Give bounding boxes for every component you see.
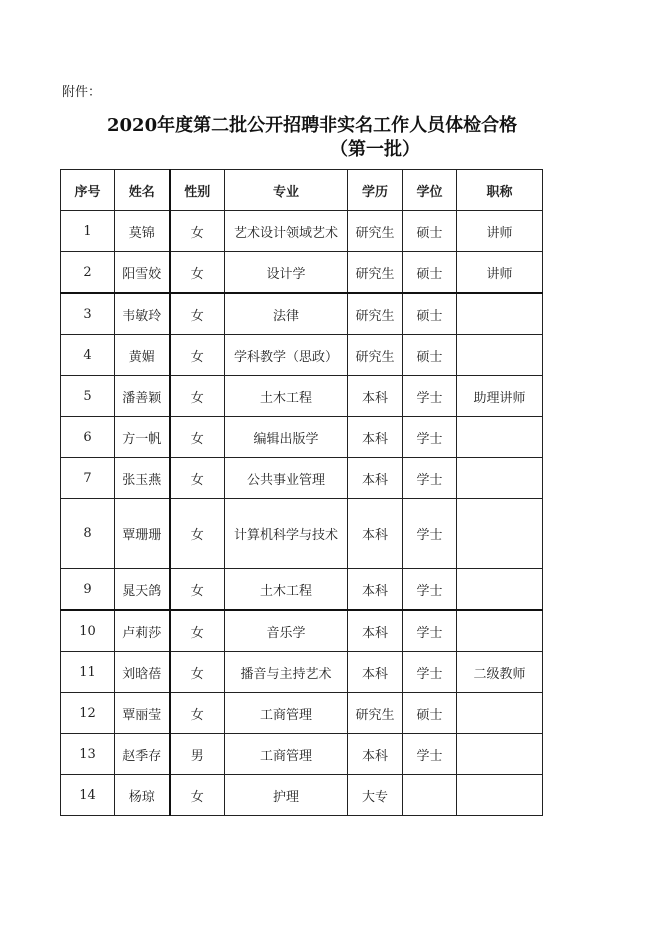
- cell-col-name: 张玉燕: [115, 458, 170, 499]
- cell-col-degree: 硕士: [403, 252, 457, 294]
- table-row: [61, 293, 543, 335]
- table-row: [61, 417, 543, 458]
- cell-col-name: 晁天鸽: [115, 569, 170, 611]
- cell-col-degree: 硕士: [403, 335, 457, 376]
- cell-col-education: 本科: [348, 734, 403, 775]
- cell-col-gender: 女: [170, 775, 225, 816]
- cell-col-major: 计算机科学与技术: [225, 499, 348, 569]
- cell-col-index: 7: [61, 458, 115, 499]
- cell-col-degree: 学士: [403, 376, 457, 417]
- cell-col-gender: 女: [170, 569, 225, 611]
- cell-col-degree: 学士: [403, 569, 457, 611]
- cell-col-index: 13: [61, 734, 115, 775]
- table-row: [61, 569, 543, 611]
- cell-col-gender: 女: [170, 458, 225, 499]
- cell-col-title: [457, 293, 543, 335]
- cell-col-degree: 学士: [403, 610, 457, 652]
- cell-col-title: 讲师: [457, 211, 543, 252]
- cell-col-index: 3: [61, 293, 115, 335]
- cell-col-index: 1: [61, 211, 115, 252]
- cell-col-title: 讲师: [457, 252, 543, 294]
- document-subtitle: （第一批）: [330, 139, 420, 160]
- cell-col-degree: 学士: [403, 499, 457, 569]
- table-row: [61, 252, 543, 294]
- cell-col-education: 研究生: [348, 293, 403, 335]
- cell-col-major: 学科教学（思政）: [225, 335, 348, 376]
- cell-col-title: 助理讲师: [457, 376, 543, 417]
- cell-col-name: 覃珊珊: [115, 499, 170, 569]
- cell-col-title: [457, 693, 543, 734]
- table-row: [61, 610, 543, 652]
- document-title: 2020年度第二批公开招聘非实名工作人员体检合格: [107, 115, 518, 136]
- cell-col-index: 10: [61, 610, 115, 652]
- cell-col-major: 法律: [225, 293, 348, 335]
- cell-col-major: 公共事业管理: [225, 458, 348, 499]
- cell-col-major: 艺术设计领域艺术: [225, 211, 348, 252]
- cell-col-major: 播音与主持艺术: [225, 652, 348, 693]
- cell-col-education: 大专: [348, 775, 403, 816]
- cell-col-education: 研究生: [348, 693, 403, 734]
- attachment-label: 附件：: [62, 85, 102, 100]
- cell-col-gender: 男: [170, 734, 225, 775]
- table-row: [61, 734, 543, 775]
- cell-col-education: 本科: [348, 610, 403, 652]
- results-table: [60, 169, 543, 816]
- cell-col-education: 本科: [348, 499, 403, 569]
- cell-col-degree: 硕士: [403, 293, 457, 335]
- cell-col-gender: 女: [170, 610, 225, 652]
- cell-col-major: 工商管理: [225, 693, 348, 734]
- cell-col-index: 5: [61, 376, 115, 417]
- cell-col-name: 阳雪姣: [115, 252, 170, 294]
- cell-col-name: 刘晗蓓: [115, 652, 170, 693]
- table-row: [61, 775, 543, 816]
- cell-col-degree: 学士: [403, 417, 457, 458]
- cell-col-title: [457, 775, 543, 816]
- header-col-title: 职称: [457, 170, 543, 211]
- cell-col-index: 2: [61, 252, 115, 294]
- cell-col-education: 研究生: [348, 211, 403, 252]
- cell-col-name: 潘善颖: [115, 376, 170, 417]
- cell-col-title: [457, 499, 543, 569]
- cell-col-index: 9: [61, 569, 115, 611]
- cell-col-major: 土木工程: [225, 376, 348, 417]
- cell-col-major: 音乐学: [225, 610, 348, 652]
- cell-col-degree: 学士: [403, 458, 457, 499]
- cell-col-gender: 女: [170, 252, 225, 294]
- header-col-index: 序号: [61, 170, 115, 211]
- cell-col-name: 覃丽莹: [115, 693, 170, 734]
- cell-col-index: 6: [61, 417, 115, 458]
- cell-col-index: 4: [61, 335, 115, 376]
- cell-col-degree: 学士: [403, 734, 457, 775]
- cell-col-education: 本科: [348, 376, 403, 417]
- cell-col-degree: 硕士: [403, 693, 457, 734]
- cell-col-title: 二级教师: [457, 652, 543, 693]
- cell-col-major: 编辑出版学: [225, 417, 348, 458]
- cell-col-index: 8: [61, 499, 115, 569]
- cell-col-name: 杨琼: [115, 775, 170, 816]
- cell-col-index: 11: [61, 652, 115, 693]
- cell-col-gender: 女: [170, 652, 225, 693]
- table-header-row: [61, 170, 543, 211]
- cell-col-gender: 女: [170, 293, 225, 335]
- cell-col-name: 赵季存: [115, 734, 170, 775]
- cell-col-degree: 硕士: [403, 211, 457, 252]
- cell-col-education: 研究生: [348, 252, 403, 294]
- table-row: [61, 693, 543, 734]
- cell-col-major: 护理: [225, 775, 348, 816]
- cell-col-index: 12: [61, 693, 115, 734]
- cell-col-education: 本科: [348, 417, 403, 458]
- cell-col-title: [457, 569, 543, 611]
- cell-col-name: 卢莉莎: [115, 610, 170, 652]
- cell-col-index: 14: [61, 775, 115, 816]
- header-col-degree: 学位: [403, 170, 457, 211]
- cell-col-gender: 女: [170, 376, 225, 417]
- cell-col-name: 韦敏玲: [115, 293, 170, 335]
- header-col-education: 学历: [348, 170, 403, 211]
- cell-col-name: 方一帆: [115, 417, 170, 458]
- table-row: [61, 458, 543, 499]
- table-row: [61, 499, 543, 569]
- header-col-major: 专业: [225, 170, 348, 211]
- cell-col-degree: 学士: [403, 652, 457, 693]
- cell-col-education: 研究生: [348, 335, 403, 376]
- table-row: [61, 652, 543, 693]
- header-col-name: 姓名: [115, 170, 170, 211]
- cell-col-title: [457, 335, 543, 376]
- cell-col-gender: 女: [170, 335, 225, 376]
- cell-col-gender: 女: [170, 693, 225, 734]
- cell-col-gender: 女: [170, 499, 225, 569]
- cell-col-title: [457, 734, 543, 775]
- cell-col-education: 本科: [348, 458, 403, 499]
- cell-col-major: 土木工程: [225, 569, 348, 611]
- header-col-gender: 性别: [170, 170, 225, 211]
- cell-col-gender: 女: [170, 417, 225, 458]
- cell-col-major: 工商管理: [225, 734, 348, 775]
- cell-col-name: 莫锦: [115, 211, 170, 252]
- cell-col-title: [457, 610, 543, 652]
- table-row: [61, 335, 543, 376]
- cell-col-education: 本科: [348, 652, 403, 693]
- table-row: [61, 376, 543, 417]
- cell-col-title: [457, 458, 543, 499]
- cell-col-name: 黄媚: [115, 335, 170, 376]
- cell-col-gender: 女: [170, 211, 225, 252]
- table-row: [61, 211, 543, 252]
- cell-col-major: 设计学: [225, 252, 348, 294]
- cell-col-title: [457, 417, 543, 458]
- cell-col-education: 本科: [348, 569, 403, 611]
- cell-col-degree: [403, 775, 457, 816]
